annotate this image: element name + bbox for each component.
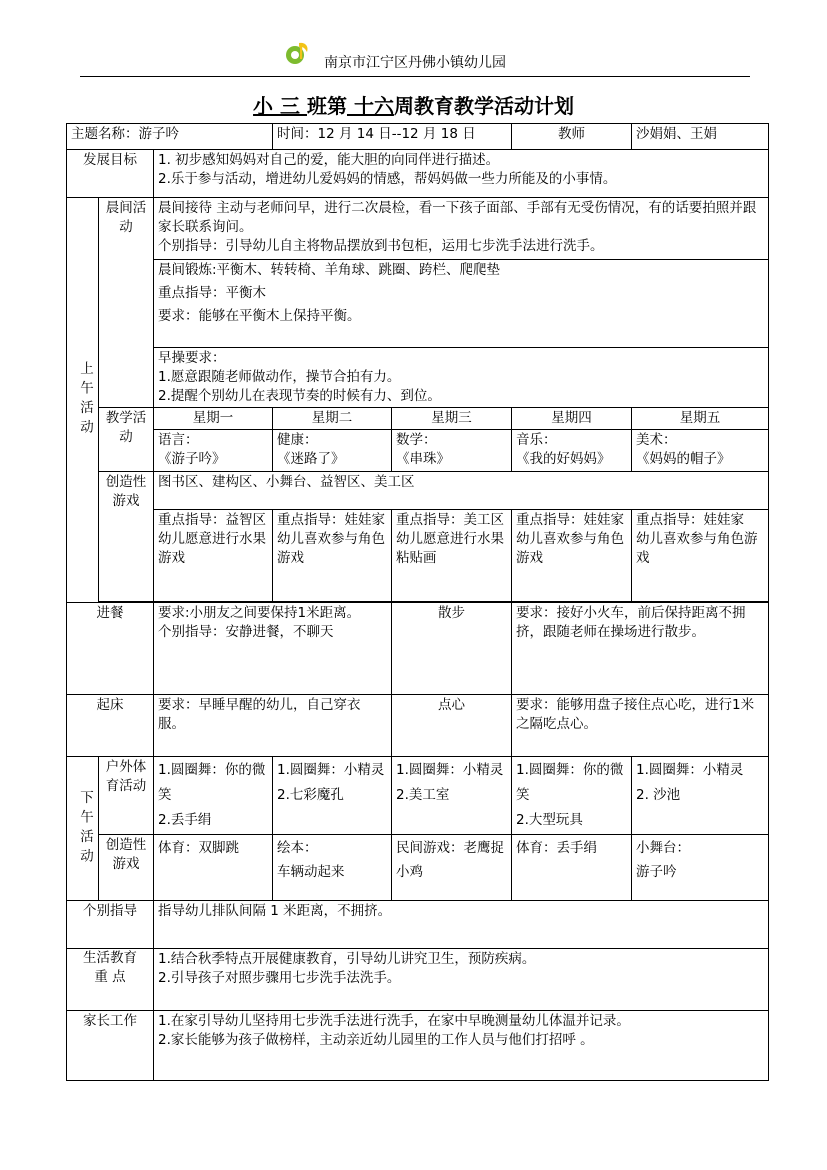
weekday-header-row	[67, 408, 769, 430]
walk-content: 要求：接好小火车，前后保持距离不拥挤，跟随老师在操场进行散步。	[512, 603, 769, 695]
meal-content: 要求:小朋友之间要保持1米距离。 个别指导：安静进餐，不聊天	[154, 603, 392, 695]
afternoon-creative-cell: 民间游戏：老鹰捉小鸡	[392, 835, 512, 901]
lesson-cell: 语言： 《游子吟》	[154, 430, 273, 472]
guidance-label: 个别指导	[67, 901, 154, 949]
game-cell: 重点指导：娃娃家 幼儿喜欢参与角色游戏	[632, 510, 769, 602]
creative-game-label: 创造性游戏	[99, 472, 154, 602]
goals-content	[154, 150, 769, 198]
exercise-requirement: 要求：能够在平衡木上保持平衡。	[158, 308, 361, 324]
afternoon-creative-cell: 小舞台： 游子吟	[632, 835, 769, 901]
title-text-2: 周教育教学活动计划	[393, 94, 574, 118]
meal-label: 进餐	[67, 603, 154, 695]
wake-content: 要求：早睡早醒的幼儿，自己穿衣服。	[154, 695, 392, 757]
lesson-cell: 数学： 《串珠》	[392, 430, 512, 472]
info-row	[67, 124, 769, 150]
parents-row	[67, 1011, 769, 1081]
areas-content: 图书区、建构区、小舞台、益智区、美工区	[154, 472, 769, 510]
chenjian-label: 晨间活动	[99, 198, 154, 408]
goal-item: 1. 初步感知妈妈对自己的爱，能大胆的向同伴进行描述。	[158, 152, 500, 168]
goal-item: 2.乐于参与活动，增进幼儿爱妈妈的情感，帮妈妈做一些力所能及的小事情。	[158, 171, 617, 187]
morning-exercise-row	[67, 348, 769, 408]
wake-row	[67, 695, 769, 757]
activity-plan-table	[66, 123, 769, 1081]
outdoor-cell: 1.圆圈舞：你的微笑 2.大型玩具	[512, 757, 632, 835]
exercise-focus: 重点指导：平衡木	[158, 285, 266, 301]
exercise-content	[154, 260, 769, 348]
weekday-tue: 星期二	[273, 408, 392, 430]
morning-exercise-title: 早操要求：	[158, 350, 226, 366]
school-name: 南京市江宁区丹佛小镇幼儿园	[324, 55, 506, 71]
exercise-items: 晨间锻炼:平衡木、转转椅、羊角球、跳圈、跨栏、爬爬垫	[158, 262, 501, 278]
life-row	[67, 949, 769, 1011]
morning-exercise-item: 2.提醒个别幼儿在表现节奏的时候有力、到位。	[158, 388, 441, 404]
page-title	[0, 90, 827, 119]
lesson-cell: 健康： 《迷路了》	[273, 430, 392, 472]
afternoon-creative-cell: 体育：丢手绢	[512, 835, 632, 901]
goals-row	[67, 150, 769, 198]
afternoon-creative-cell: 体育：双脚跳	[154, 835, 273, 901]
walk-label: 散步	[392, 603, 512, 695]
teaching-label: 教学活动	[99, 408, 154, 472]
outdoor-cell: 1.圆圈舞：你的微笑 2.丢手绢	[154, 757, 273, 835]
outdoor-cell: 1.圆圈舞：小精灵 2.美工室	[392, 757, 512, 835]
reception-guidance: 个别指导：引导幼儿自主将物品摆放到书包柜，运用七步洗手法进行洗手。	[158, 238, 604, 254]
weekday-wed: 星期三	[392, 408, 512, 430]
afternoon-section-label: 下午活动	[67, 757, 99, 901]
morning-section-label: 上午活动	[67, 198, 99, 603]
games-row	[67, 510, 769, 602]
guidance-row	[67, 901, 769, 949]
morning-exercise-content	[154, 348, 769, 408]
weekday-mon: 星期一	[154, 408, 273, 430]
theme-cell: 主题名称：游子吟	[67, 124, 273, 150]
game-cell: 重点指导：娃娃家 幼儿喜欢参与角色游戏	[273, 510, 392, 602]
meal-row	[67, 603, 769, 695]
outdoor-row	[67, 757, 769, 835]
game-cell: 重点指导：美工区 幼儿愿意进行水果粘贴画	[392, 510, 512, 602]
outdoor-cell: 1.圆圈舞：小精灵 2. 沙池	[632, 757, 769, 835]
reception-content	[154, 198, 769, 260]
game-cell: 重点指导：娃娃家 幼儿喜欢参与角色游戏	[512, 510, 632, 602]
week-number: 十六	[346, 94, 394, 118]
game-cell: 重点指导：益智区 幼儿愿意进行水果游戏	[154, 510, 273, 602]
time-cell: 时间：12 月 14 日--12 月 18 日	[273, 124, 512, 150]
afternoon-creative-label: 创造性游戏	[99, 835, 154, 901]
lesson-cell: 音乐： 《我的好妈妈》	[512, 430, 632, 472]
teachers-cell: 沙娟娟、王娟	[632, 124, 769, 150]
goals-label: 发展目标	[67, 150, 154, 198]
wake-label: 起床	[67, 695, 154, 757]
weekday-thu: 星期四	[512, 408, 632, 430]
reception-text: 晨间接待 主动与老师问早，进行二次晨检，看一下孩子面部、手部有无受伤情况，有的话要拍照并跟家长联系询问。	[158, 200, 757, 235]
outdoor-label: 户外体育活动	[99, 757, 154, 835]
life-label: 生活教育重 点	[67, 949, 154, 1011]
school-logo-icon	[285, 40, 311, 66]
title-text-1: 班第	[306, 94, 347, 118]
weekday-fri: 星期五	[632, 408, 769, 430]
afternoon-creative-row	[67, 835, 769, 901]
teacher-label: 教师	[512, 124, 632, 150]
areas-row	[67, 472, 769, 510]
morning-exercise-item: 1.愿意跟随老师做动作，操节合拍有力。	[158, 369, 401, 385]
parents-content: 1.在家引导幼儿坚持用七步洗手法进行洗手，在家中早晚测量幼儿体温并记录。 2.家长能够为孩子做榜样，主动亲近幼儿园里的工作人员与他们打招呼 。	[154, 1011, 769, 1081]
parents-label: 家长工作	[67, 1011, 154, 1081]
class-name: 小 三	[253, 94, 307, 118]
lesson-cell: 美术： 《妈妈的帽子》	[632, 430, 769, 472]
lessons-row	[67, 430, 769, 472]
snack-label: 点心	[392, 695, 512, 757]
snack-content: 要求：能够用盘子接住点心吃，进行1米之隔吃点心。	[512, 695, 769, 757]
reception-row	[67, 198, 769, 260]
afternoon-creative-cell: 绘本： 车辆动起来	[273, 835, 392, 901]
life-content: 1.结合秋季特点开展健康教育，引导幼儿讲究卫生，预防疾病。 2.引导孩子对照步骤用七步洗手法洗手。	[154, 949, 769, 1011]
exercise-row	[67, 260, 769, 348]
outdoor-cell: 1.圆圈舞：小精灵 2.七彩魔孔	[273, 757, 392, 835]
page-header	[80, 40, 750, 77]
guidance-content: 指导幼儿排队间隔 1 米距离，不拥挤。	[154, 901, 769, 949]
